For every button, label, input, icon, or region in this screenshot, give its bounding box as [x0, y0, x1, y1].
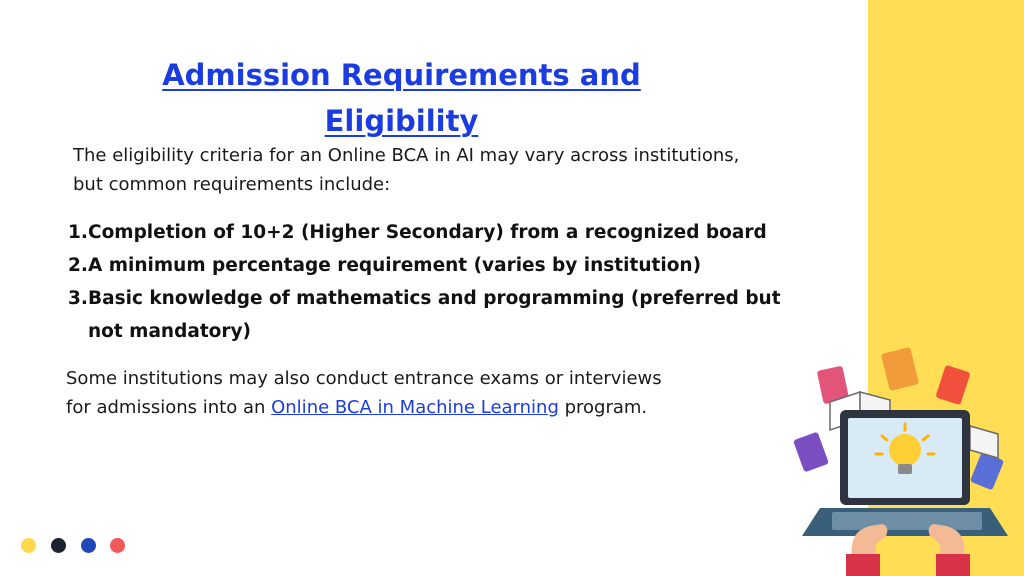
dot-red: [110, 538, 125, 553]
list-item-text: A minimum percentage requirement (varies by institution): [88, 255, 702, 276]
list-item-text: Completion of 10+2 (Higher Secondary) from a recognized board: [88, 222, 767, 243]
dot-dark: [51, 538, 66, 553]
outro-line-1: Some institutions may also conduct entrance exams or interviews: [66, 368, 662, 389]
intro-line-2: but common requirements include:: [73, 174, 391, 195]
outro-suffix: program.: [558, 397, 648, 418]
requirements-list: [68, 216, 828, 348]
intro-line-1: The eligibility criteria for an Online BCA in AI may vary across institutions,: [73, 145, 740, 166]
intro-paragraph: [73, 141, 863, 199]
laptop-learning-illustration: [790, 340, 1024, 576]
dot-yellow: [21, 538, 36, 553]
list-item: [68, 282, 828, 348]
outro-paragraph: [66, 364, 786, 422]
list-item-number: 1.: [68, 222, 88, 243]
title-line-1: Admission Requirements and: [162, 58, 641, 92]
list-item: [68, 216, 828, 249]
dot-blue: [81, 538, 96, 553]
list-item-text: Basic knowledge of mathematics and programming (preferred but not mandatory): [88, 288, 781, 342]
outro-prefix: for admissions into an: [66, 397, 272, 418]
page-title: [120, 52, 683, 144]
list-item-number: 2.: [68, 255, 88, 276]
list-item: [68, 249, 828, 282]
online-bca-ml-link[interactable]: Online BCA in Machine Learning: [271, 397, 559, 418]
list-item-number: 3.: [68, 288, 88, 309]
title-line-2: Eligibility: [324, 104, 479, 138]
